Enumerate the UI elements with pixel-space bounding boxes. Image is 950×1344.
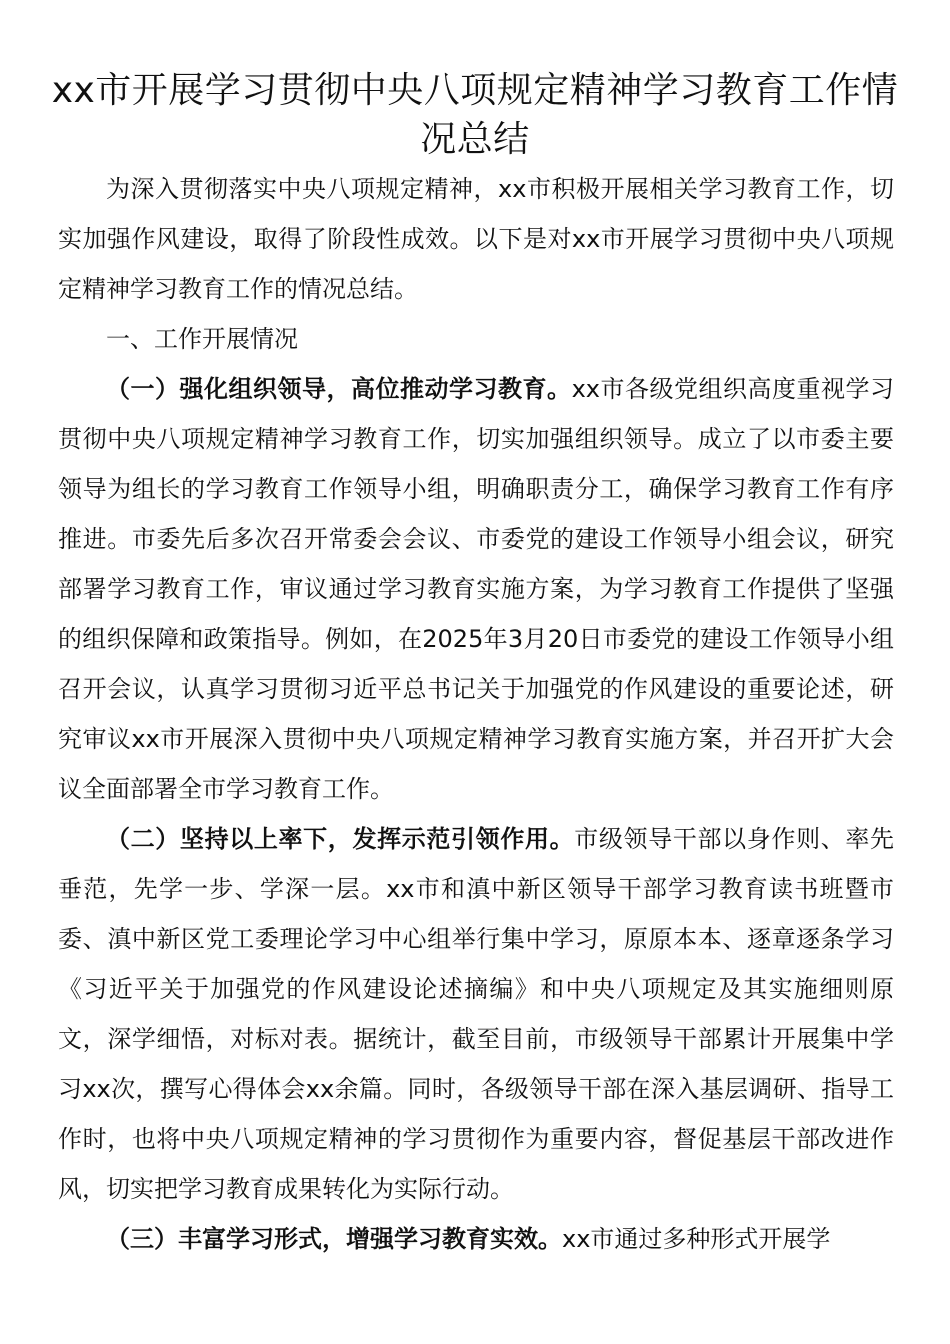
intro-paragraph: 为深入贯彻落实中央八项规定精神，xx市积极开展相关学习教育工作，切实加强作风建设，取得了阶段性成效。以下是对xx市开展学习贯彻中央八项规定精神学习教育工作的情况总结。 (58, 175, 894, 303)
document-title: xx市开展学习贯彻中央八项规定精神学习教育工作情况总结 (51, 70, 899, 160)
item-heading-1: （一）强化组织领导，高位推动学习教育。 (106, 375, 572, 403)
item-paragraph-3 (58, 1214, 894, 1264)
section-heading: 一、工作开展情况 (106, 325, 298, 353)
item-paragraph-2 (58, 814, 894, 1214)
item-text-2: 市级领导干部以身作则、率先垂范，先学一步、学深一层。xx市和滇中新区领导干部学习教育读书班暨市委、滇中新区党工委理论学习中心组举行集中学习，原原本本、逐章逐条学习《习近平关于加强党的作风建设论述摘编》和中央八项规定及其实施细则原文，深学细悟，对标对表。据统计，截至目前，市级领导干部累计开展集中学习xx次，撰写心得体会xx余篇。同时，各级领导干部在深入基层调研、指导工作时，也将中央八项规定精神的学习贯彻作为重要内容，督促基层干部改进作风，切实把学习教育成果转化为实际行动。 (58, 825, 895, 1203)
item-heading-2: （二）坚持以上率下，发挥示范引领作用。 (106, 825, 575, 853)
document-body (58, 164, 894, 1264)
item-text-3: xx市通过多种形式开展学 (562, 1225, 831, 1253)
item-paragraph-1 (58, 364, 894, 814)
item-heading-3: （三）丰富学习形式，增强学习教育实效。 (106, 1225, 562, 1253)
item-text-1: xx市各级党组织高度重视学习贯彻中央八项规定精神学习教育工作，切实加强组织领导。成立了以市委主要领导为组长的学习教育工作领导小组，明确职责分工，确保学习教育工作有序推进。市委先后多次召开常委会会议、市委党的建设工作领导小组会议，研究部署学习教育工作，审议通过学习教育实施方案，为学习教育工作提供了坚强的组织保障和政策指导。例如，在2025年3月20日市委党的建设工作领导小组召开会议，认真学习贯彻习近平总书记关于加强党的作风建设的重要论述，研究审议xx市开展深入贯彻中央八项规定精神学习教育实施方案，并召开扩大会议全面部署全市学习教育工作。 (58, 375, 895, 803)
